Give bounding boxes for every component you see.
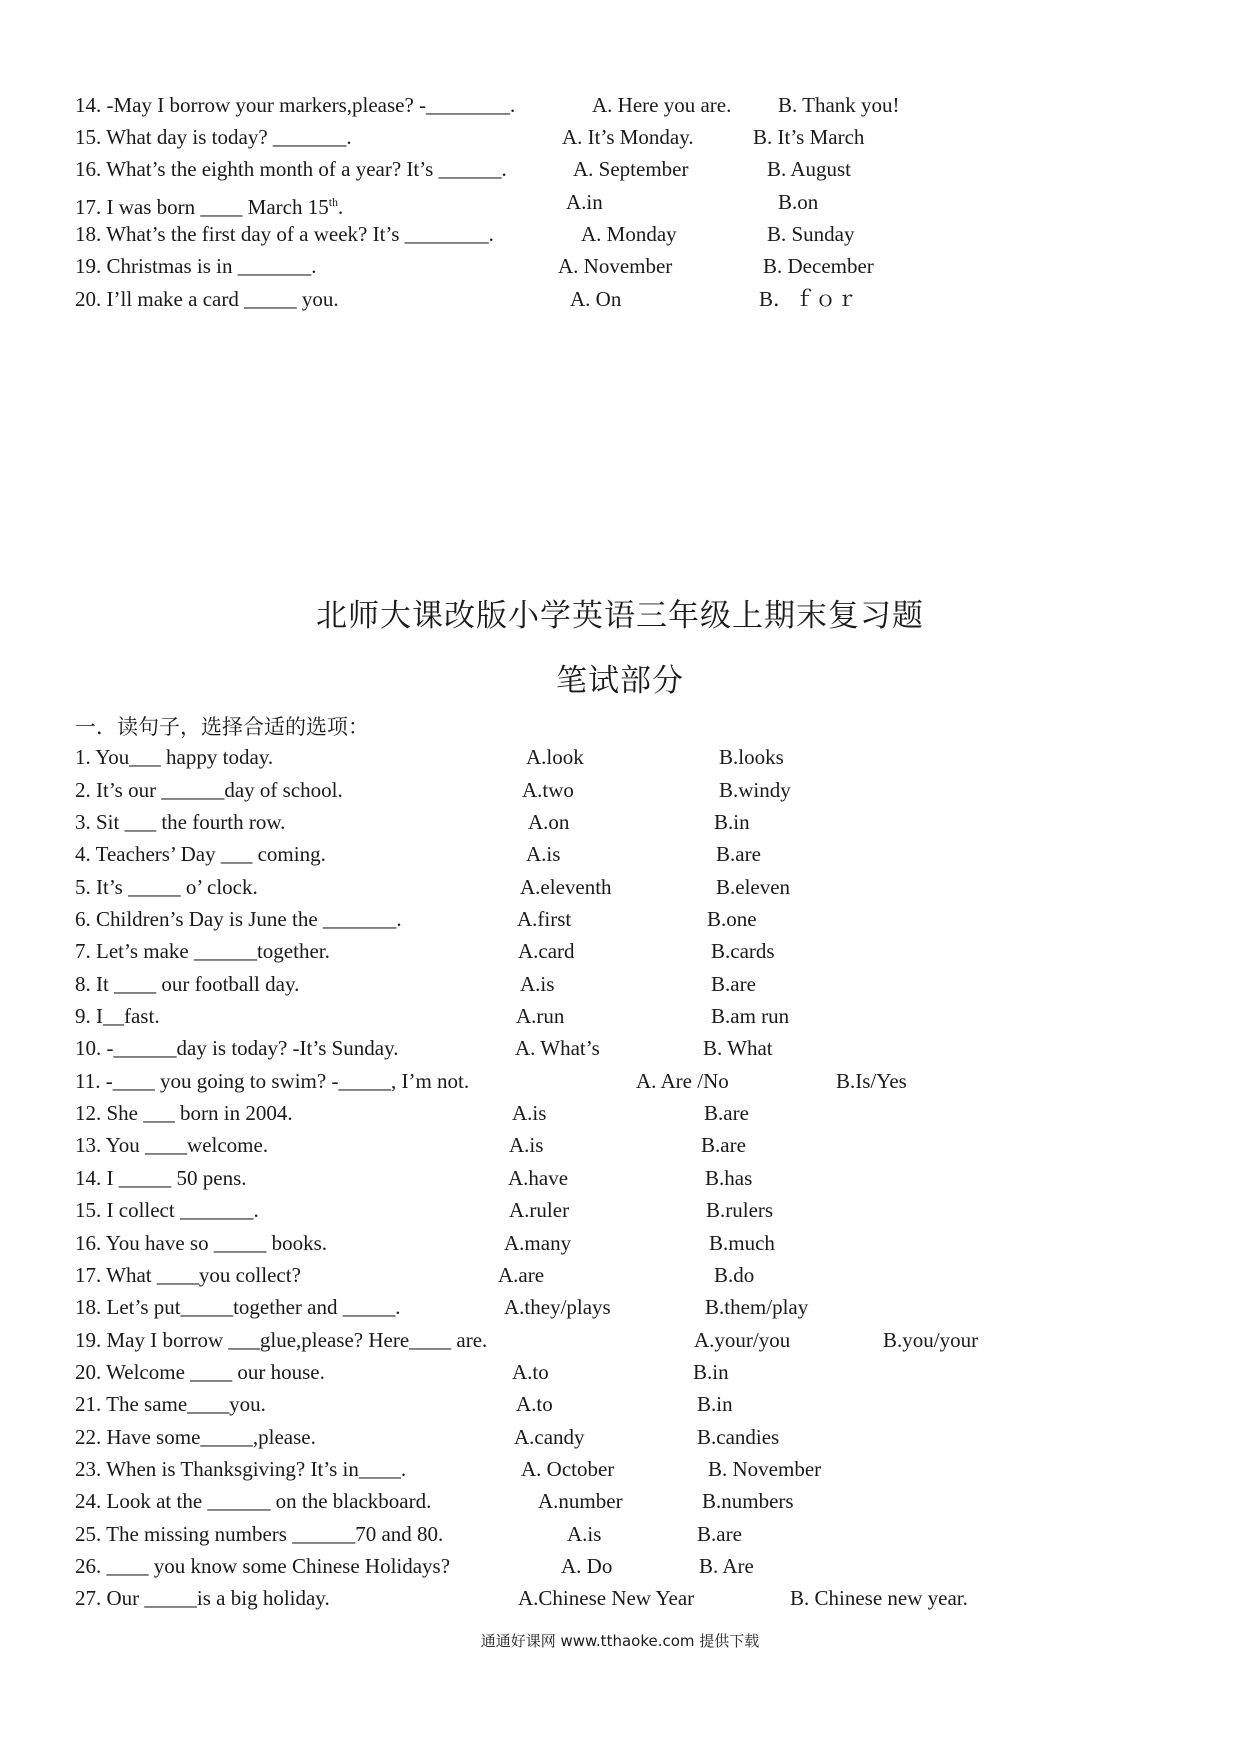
question-row	[0, 968, 1240, 1000]
question-row	[0, 186, 1240, 218]
question-row	[0, 153, 1240, 185]
option-b: B.are	[711, 972, 756, 996]
question-text: 23. When is Thanksgiving? It’s in____.	[75, 1457, 407, 1481]
question-text: 6. Children’s Day is June the _______.	[75, 907, 402, 931]
option-b: B.am run	[711, 1004, 790, 1028]
option-b: B.do	[714, 1263, 755, 1287]
option-a: A.is	[512, 1101, 547, 1125]
option-b: B.candies	[697, 1425, 780, 1449]
question-row	[0, 871, 1240, 903]
question-text: 17. What ____you collect?	[75, 1263, 301, 1287]
option-a: A.is	[526, 842, 561, 866]
question-row	[0, 774, 1240, 806]
option-b: B. November	[708, 1457, 822, 1481]
option-b: B. December	[763, 254, 874, 278]
option-b: B．ｆｏｒ	[759, 287, 858, 311]
option-b: B.on	[778, 190, 819, 214]
question-row	[0, 1227, 1240, 1259]
option-a: A.are	[498, 1263, 545, 1287]
question-text: 13. You ____welcome.	[75, 1133, 269, 1157]
option-a: A.card	[518, 939, 575, 963]
option-a: A. On	[570, 287, 622, 311]
question-row	[0, 89, 1240, 121]
option-b: B.in	[697, 1392, 733, 1416]
question-text: 12. She ___ born in 2004.	[75, 1101, 293, 1125]
question-text: 5. It’s _____ o’ clock.	[75, 875, 258, 899]
option-a: A.ruler	[509, 1198, 570, 1222]
question-text-main: 17. I was born ____ March 15	[75, 195, 329, 219]
option-a: A. September	[573, 157, 689, 181]
question-text: 8. It ____ our football day.	[75, 972, 300, 996]
question-row	[0, 1518, 1240, 1550]
question-row	[0, 1291, 1240, 1323]
question-text: 14. -May I borrow your markers,please? -________.	[75, 93, 516, 117]
question-row	[0, 1485, 1240, 1517]
option-a: A.eleventh	[520, 875, 612, 899]
option-b: B. What	[703, 1036, 773, 1060]
question-row	[0, 1324, 1240, 1356]
option-a: A. October	[521, 1457, 615, 1481]
question-row	[0, 1388, 1240, 1420]
option-a: A.is	[567, 1522, 602, 1546]
option-a: A.they/plays	[504, 1295, 611, 1319]
option-b: B. Sunday	[767, 222, 855, 246]
footer-download-note: 通通好课网 www.tthaoke.com 提供下载	[480, 1632, 760, 1650]
option-a: A.number	[538, 1489, 623, 1513]
option-b: B.looks	[719, 745, 784, 769]
question-row	[0, 1097, 1240, 1129]
question-text: 19. May I borrow ___glue,please? Here____ are.	[75, 1328, 488, 1352]
option-a: A.have	[508, 1166, 569, 1190]
question-text: 25. The missing numbers ______70 and 80.	[75, 1522, 444, 1546]
option-b: B. August	[767, 157, 852, 181]
option-a: A.is	[509, 1133, 544, 1157]
option-b: B.you/your	[883, 1328, 979, 1352]
question-text: 20. I’ll make a card _____ you.	[75, 287, 339, 311]
option-a: A.in	[566, 190, 603, 214]
question-row	[0, 838, 1240, 870]
question-text: 18. What’s the first day of a week? It’s ________.	[75, 222, 494, 246]
question-text: 16. What’s the eighth month of a year? It’s ______.	[75, 157, 507, 181]
question-row	[0, 935, 1240, 967]
option-b: B.rulers	[706, 1198, 774, 1222]
question-row	[0, 1000, 1240, 1032]
option-b: B.much	[709, 1231, 775, 1255]
option-a: A.is	[520, 972, 555, 996]
question-text: 19. Christmas is in _______.	[75, 254, 317, 278]
option-a: A.your/you	[694, 1328, 791, 1352]
question-text: 18. Let’s put_____together and _____.	[75, 1295, 401, 1319]
option-a: A.on	[528, 810, 570, 834]
option-b: B. It’s March	[753, 125, 865, 149]
option-b: B.are	[704, 1101, 749, 1125]
option-a: A. Do	[561, 1554, 613, 1578]
question-text-end: .	[338, 195, 344, 219]
option-b: B. Are	[699, 1554, 754, 1578]
question-text: 2. It’s our ______day of school.	[75, 778, 343, 802]
question-text: 3. Sit ___ the fourth row.	[75, 810, 286, 834]
question-row	[0, 1421, 1240, 1453]
question-text: 21. The same____you.	[75, 1392, 266, 1416]
question-row	[0, 1129, 1240, 1161]
option-a: A.two	[522, 778, 574, 802]
question-text: 1. You___ happy today.	[75, 745, 274, 769]
question-text: 22. Have some_____,please.	[75, 1425, 316, 1449]
section-heading: 一．读句子，选择合适的选项：	[75, 715, 369, 739]
question-row	[0, 741, 1240, 773]
option-a: A. It’s Monday.	[562, 125, 694, 149]
question-text: 24. Look at the ______ on the blackboard.	[75, 1489, 432, 1513]
option-b: B.windy	[719, 778, 791, 802]
option-b: B.one	[707, 907, 757, 931]
question-text: 11. -____ you going to swim? -_____, I’m not.	[75, 1069, 470, 1093]
question-text: 20. Welcome ____ our house.	[75, 1360, 325, 1384]
option-a: A. November	[558, 254, 673, 278]
option-b: B.cards	[711, 939, 775, 963]
option-b: B.eleven	[716, 875, 791, 899]
question-row	[0, 283, 1240, 315]
question-row	[0, 806, 1240, 838]
question-text: 16. You have so _____ books.	[75, 1231, 328, 1255]
question-row	[0, 1550, 1240, 1582]
option-b: B.them/play	[705, 1295, 809, 1319]
option-a: A.candy	[514, 1425, 585, 1449]
option-a: A. Are /No	[636, 1069, 729, 1093]
option-b: B.in	[714, 810, 750, 834]
option-b: B. Chinese new year.	[790, 1586, 968, 1610]
question-row	[0, 250, 1240, 282]
question-text: 26. ____ you know some Chinese Holidays?	[75, 1554, 451, 1578]
question-text: 15. What day is today? _______.	[75, 125, 352, 149]
option-b: B.are	[697, 1522, 742, 1546]
option-a: A. Here you are.	[592, 93, 732, 117]
question-row	[0, 1356, 1240, 1388]
question-text: 10. -______day is today? -It’s Sunday.	[75, 1036, 399, 1060]
question-text: 4. Teachers’ Day ___ coming.	[75, 842, 326, 866]
question-row	[0, 1032, 1240, 1064]
option-a: A. Monday	[581, 222, 677, 246]
option-a: A.Chinese New Year	[518, 1586, 695, 1610]
option-a: A.many	[504, 1231, 572, 1255]
exam-subtitle: 笔试部分	[556, 663, 684, 699]
question-row	[0, 1453, 1240, 1485]
option-b: B.numbers	[702, 1489, 794, 1513]
option-a: A.run	[516, 1004, 565, 1028]
option-b: B.has	[705, 1166, 753, 1190]
option-a: A.look	[526, 745, 584, 769]
question-row	[0, 1162, 1240, 1194]
option-a: A.first	[517, 907, 572, 931]
option-a: A.to	[516, 1392, 553, 1416]
question-row	[0, 218, 1240, 250]
superscript: th	[328, 195, 339, 209]
question-text: 7. Let’s make ______together.	[75, 939, 330, 963]
question-text: 27. Our _____is a big holiday.	[75, 1586, 330, 1610]
option-b: B. Thank you!	[778, 93, 900, 117]
exam-title: 北师大课改版小学英语三年级上期末复习题	[316, 598, 924, 634]
question-row	[0, 121, 1240, 153]
question-row	[0, 1065, 1240, 1097]
option-a: A. What’s	[515, 1036, 600, 1060]
question-row	[0, 1259, 1240, 1291]
option-b: B.are	[716, 842, 761, 866]
option-b: B.are	[701, 1133, 746, 1157]
question-text: 9. I__fast.	[75, 1004, 160, 1028]
question-row	[0, 1194, 1240, 1226]
question-text: 15. I collect _______.	[75, 1198, 259, 1222]
option-b: B.in	[693, 1360, 729, 1384]
option-a: A.to	[512, 1360, 549, 1384]
question-row	[0, 1582, 1240, 1614]
option-b: B.Is/Yes	[836, 1069, 907, 1093]
question-row	[0, 903, 1240, 935]
question-text: 14. I _____ 50 pens.	[75, 1166, 247, 1190]
